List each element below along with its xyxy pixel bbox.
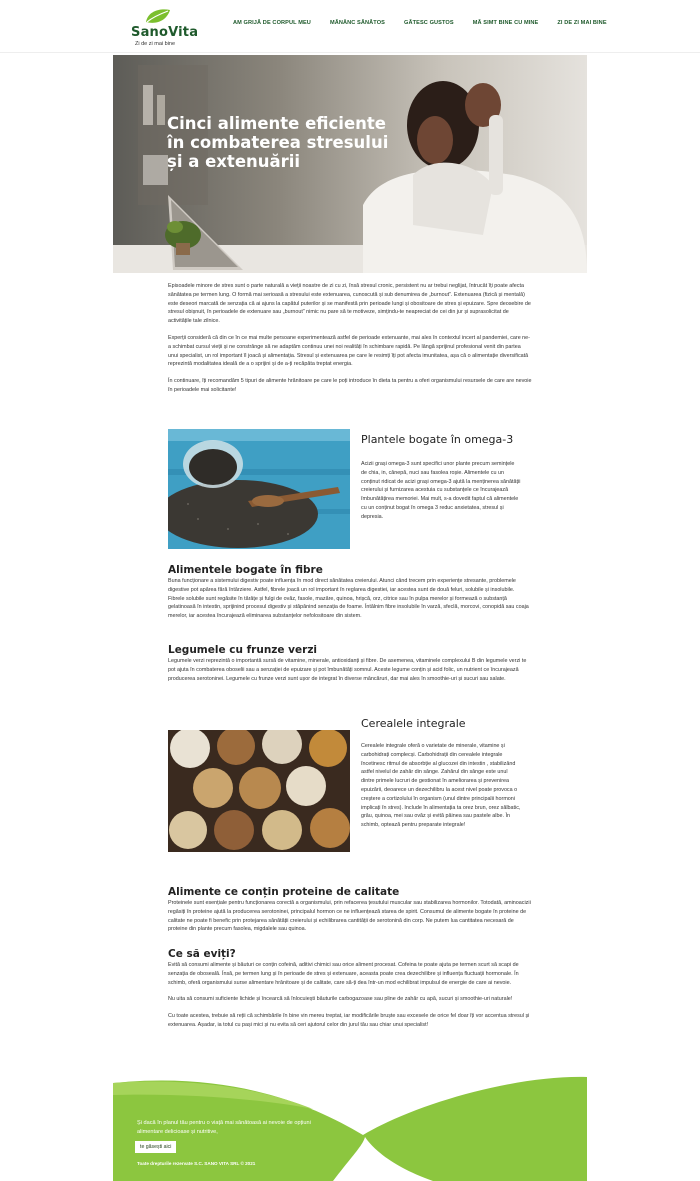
section-heading: Ce să eviți?: [168, 948, 236, 960]
cereale-section: [361, 717, 521, 830]
grains-image: [168, 730, 350, 852]
footer-copyright: Toate drepturile rezervate S.C. SANO VITA SRL © 2021: [137, 1161, 256, 1166]
section-text: Cerealele integrale oferă o varietate de minerale, vitamine și carbohidrați complecși. Carbohidrații din cerealele integrale încetinesc ritmul de absorbție al glucozei din intestin , stabilizând astfel nivelul de zahăr din sânge. Zahărul din sânge este unul dintre primele lucruri de gestionat în ameliorarea și prevenirea epuizării, deoarece un dezechilibru la acest nivel poate provoca o creștere a cortizolului în organism (unul dintre principalii hormoni implicați în stres). Include în alimentația ta orez brun, orez sălbatic, grâu, quinoa, mei sau ovăz și evită pâinea sau pastele albe. În schimb, optează pentru preparate integrale!: [361, 743, 521, 829]
nav-item-zi[interactable]: ZI DE ZI MAI BINE: [557, 20, 607, 26]
leaf-icon: [143, 8, 173, 26]
page-title: Cinci alimente eficiente în combaterea stresului și a extenuării: [167, 114, 389, 171]
section-text: Proteinele sunt esențiale pentru funcționarea corectă a organismului, prin refacerea țesutului muscular sau stabilizarea hormonilor. Totodată, aminoacizii regăsiți în proteine ajută la producerea serotoninei, principalul hormon ce ne influențează starea de spirit. Consumul de alimente bogate în proteine de calitate ne poate fi benefic prin protejarea sănătății creierului și echilibrarea cantității de serotonină din corp. Ne putem lua cantitatea necesară de proteine din plante precum fasolea, migdalele sau quinoa.: [168, 900, 531, 933]
section-text: Nu uita să consumi suficiente lichide și încearcă să înlocuiești băuturile carbogazoase sau pline de zahăr cu apă, sucuri și smoothie-uri naturale!: [168, 996, 513, 1003]
section-heading: Legumele cu frunze verzi: [168, 644, 318, 656]
site-logo[interactable]: [131, 8, 199, 48]
site-header: [0, 0, 700, 53]
evit-section: [168, 948, 532, 1030]
proteine-section: [168, 886, 532, 934]
section-text: Legumele verzi reprezintă o importantă sursă de vitamine, minerale, antioxidanți și fibre. De asemenea, vitaminele complexului B din legumele verzi te pot ajuta în combaterea oboselii sau a senzației de epuizare și pot îmbunătăți somnul. Aceste legume conțin și acid folic, un nutrient ce încurajează producerea serotoninei. Legumele cu frunze verzi sunt ușor de integrat în diverse mâncăruri, dar mai ales în smoothie-uri și sucuri sau salate.: [168, 658, 527, 682]
section-text: Cu toate acestea, trebuie să reții că schimbările în bine vin mereu treptat, iar modificările bruște sau excesele de orice fel doar îți vor accentua stresul și extenuarea. Așadar, ia totul cu pași mici și nu evita să ceri ajutorul celor din jurul tău sau chiar unui specialist!: [168, 1013, 530, 1028]
section-text: Buna funcționare a sistemului digestiv poate influența în mod direct sănătatea creierului. Atunci când trecem prin experiențe stresante, problemele digestive pot apărea fără întârziere. Astfel, fibrele joacă un rol important în reglarea digestiei, iar acestea sunt de două feluri, solubile și insolubile. Fibrele solubile sunt regăsite în tărâțe și fulgi de ovăz, fasole, mazăre, quinoa, hrișcă, orz, citrice sau în pulpa merelor și formează o substanță gelatinoasă în intestin, sprijinind procesul digestiv și stăpânind senzația de foame. Întâlnim fibre insolubile în varză, sfeclă, morcovi, conopidă sau coaja merelor, iar acestea încurajează eliminarea substanțelor nefolositoare din sistem.: [168, 578, 529, 620]
logo-name: SanoVita: [131, 25, 199, 40]
hero-banner: [113, 55, 587, 273]
logo-tagline: Zi de zi mai bine: [135, 41, 176, 47]
section-heading: Cerealele integrale: [361, 717, 466, 730]
fibre-section: [168, 564, 532, 621]
nav-item-corp[interactable]: AM GRIJĂ DE CORPUL MEU: [233, 20, 311, 26]
nav-item-simt[interactable]: MĂ SIMT BINE CU MINE: [472, 20, 539, 26]
omega-section: [361, 433, 521, 522]
footer-link-button[interactable]: te găsești aici: [135, 1141, 176, 1153]
section-heading: Alimente ce conțin proteine de calitate: [168, 886, 400, 898]
intro-section: [168, 282, 532, 395]
section-text: Acizii grași omega-3 sunt specifici unor plante precum semințele de chia, in, cânepă, nuci sau fasolea roșie. Alimentele cu un conținut ridicat de acizi grași omega-3 ajută la menținerea sănătății creierului și furnizarea acestuia cu substanțele ce încurajează îmbunătățirea memoriei. Mai mult, s-a dovedit faptul că alimentele cu un conținut bogat în omega 3 reduc anxietatea, stresul și depresia.: [361, 461, 521, 520]
section-heading: Plantele bogate în omega-3: [361, 433, 514, 446]
legume-section: [168, 644, 532, 683]
nav-item-mananc[interactable]: MĂNÂNC SĂNĂTOS: [329, 20, 385, 26]
footer-text: Și dacă în planul tău pentru o viață mai sănătoasă ai nevoie de opțiuni alimentare delicioase și nutritive,: [137, 1120, 311, 1135]
main-nav: [233, 20, 626, 26]
site-footer: [113, 1075, 587, 1181]
section-text: Evită să consumi alimente și băuturi ce conțin cofeină, aditivi chimici sau orice aliment procesat. Cofeina te poate ajuta pe termen scurt să scapi de senzația de oboseală. Însă, pe termen lung și în perioade de stres și extenuare, aceasta poate crea dezechilibre și influența fluctuații hormonale. În schimb, oferă organismului surse alimentare hrănitoare și de calitate, care să-ți dea într-un mod echilibrat impulsul de energie de care ai nevoie.: [168, 962, 519, 986]
intro-paragraph: Experții consideră că din ce în ce mai multe persoane experimentează astfel de perioade extenuante, mai ales în contextul incert al pandemiei, care ne-a schimbat cursul vieții și ne constrânge să ne adaptăm continuu unei noi realități în schimbare rapidă. Pe lângă sprijinul profesional venit din partea unui specialist, un rol important îl joacă și alimentația. Stresul și extenuarea pe care le resimți îți pot afecta imunitatea, așa că o alimentație diversificată reprezintă modalitatea ideală de a o sprijini și de a-ți recăpăta treptat energia.: [168, 334, 530, 368]
intro-paragraph: În continuare, îți recomandăm 5 tipuri de alimente hrănitoare pe care le poți introduce în dieta ta pentru a oferi organismului resursele de care are nevoie în perioadele mai solicitante!: [168, 378, 532, 393]
nav-item-gatesc[interactable]: GĂTESC GUSTOS: [404, 20, 454, 26]
section-heading: Alimentele bogate în fibre: [168, 564, 323, 576]
intro-paragraph: Episoadele minore de stres sunt o parte naturală a vieții noastre de zi cu zi, însă stresul cronic, persistent nu ar trebui neglijat, întrucât îți poate afecta sănătatea pe termen lung. O formă mai serioasă a stresului este extenuarea, cunoscută și sub denumirea de „burnout”. Extenuarea (fizică și mentală) este deseori marcată de senzația că ai ajuns la capătul puterilor și se manifestă prin perioade lungi și obositoare de stres și epuizare. Spre deosebire de stresul obișnuit, în perioadele de extenuare sau „burnout” nimic nu pare să te motiveze, simțindu-te neapreciat de cei din jur și suprasolicitat de activitățile tale zilnice.: [168, 283, 531, 325]
chia-seeds-image: [168, 429, 350, 549]
